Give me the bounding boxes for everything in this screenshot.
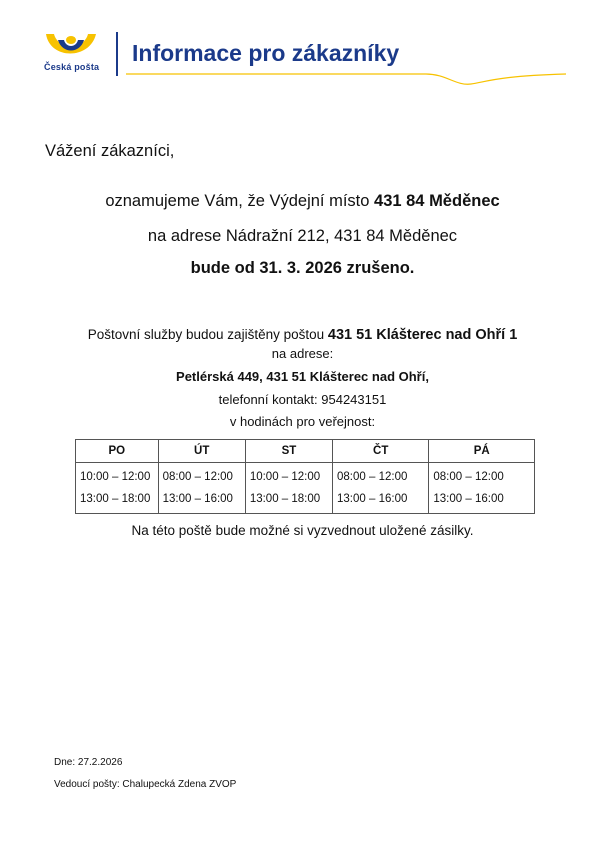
hours-cell	[76, 463, 159, 514]
pickup-note: Na této poště bude možné si vyzvednout uložené zásilky.	[131, 523, 474, 538]
hours-label: v hodinách pro veřejnost:	[229, 414, 376, 429]
announcement-line	[0, 192, 605, 211]
day-header: PO	[76, 440, 159, 463]
hours-slot: 08:00 – 12:00	[337, 471, 408, 483]
hours-cell	[333, 463, 429, 514]
service-address-label: na adrese:	[271, 346, 334, 361]
greeting: Vážení zákazníci,	[45, 142, 175, 160]
hours-slot: 13:00 – 18:00	[249, 493, 321, 505]
closing-line: bude od 31. 3. 2026 zrušeno.	[190, 259, 415, 277]
hours-slot: 13:00 – 16:00	[433, 493, 504, 505]
hours-slot: 08:00 – 12:00	[162, 471, 233, 483]
service-office: 431 51 Klášterec nad Ohří 1	[327, 327, 518, 343]
hours-cell	[429, 463, 535, 514]
day-header: ST	[245, 440, 332, 463]
table-header-row	[76, 440, 535, 463]
logo-text: Česká pošta	[44, 62, 100, 72]
table-row	[76, 463, 535, 514]
signature-manager: Vedoucí pošty: Chalupecká Zdena ZVOP	[54, 779, 237, 790]
decorative-wave-line	[126, 62, 566, 92]
hours-slot: 08:00 – 12:00	[433, 471, 504, 483]
day-header: ÚT	[158, 440, 245, 463]
opening-hours-table	[75, 439, 535, 514]
page-header	[0, 0, 605, 95]
service-address: Petlérská 449, 431 51 Klášterec nad Ohří,	[176, 369, 429, 384]
phone-line	[0, 392, 605, 407]
service-prefix: Poštovní služby budou zajištěny poštou	[87, 327, 328, 342]
announcement-prefix: oznamujeme Vám, že Výdejní místo	[105, 192, 375, 210]
hours-slot: 10:00 – 12:00	[249, 471, 321, 483]
day-header: ČT	[333, 440, 429, 463]
address-line: na adrese Nádražní 212, 431 84 Měděnec	[147, 227, 458, 245]
announcement-place: 431 84 Měděnec	[374, 192, 500, 210]
document-date: Dne: 27.2.2026	[54, 757, 123, 768]
hours-cell	[245, 463, 332, 514]
hours-slot: 13:00 – 16:00	[337, 493, 408, 505]
page-title: Informace pro zákazníky	[132, 40, 400, 66]
hours-slot: 13:00 – 18:00	[80, 493, 151, 505]
phone-label: telefonní kontakt:	[218, 392, 322, 407]
hours-slot: 13:00 – 16:00	[162, 493, 233, 505]
hours-slot: 10:00 – 12:00	[80, 471, 151, 483]
phone-number: 954243151	[321, 392, 387, 407]
service-line	[0, 327, 605, 343]
day-header: PÁ	[429, 440, 535, 463]
header-divider	[116, 32, 118, 76]
hours-cell	[158, 463, 245, 514]
